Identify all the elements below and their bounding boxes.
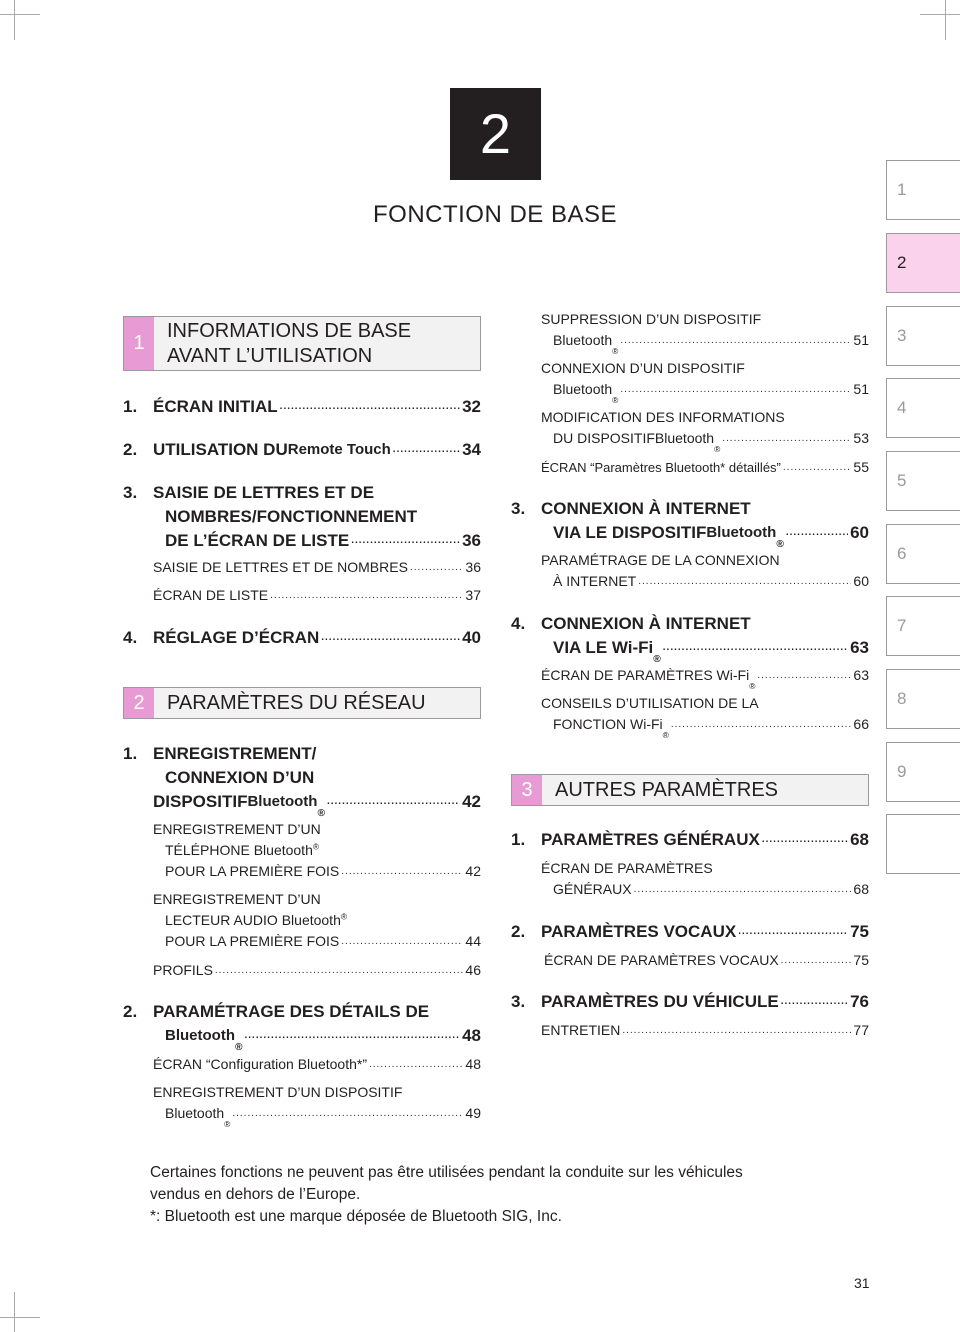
toc-subentry[interactable]: ÉCRAN DE LISTE ..... 37 [153, 585, 481, 606]
tab-1[interactable]: 1 [886, 160, 960, 220]
section-number: 2 [124, 688, 154, 718]
toc-entry[interactable]: 4. RÉGLAGE D’ÉCRAN ..... 40 [123, 626, 481, 650]
toc-subentry[interactable]: ENTRETIEN ..... 77 [541, 1020, 869, 1041]
toc-subentry[interactable]: PROFILS ..... 46 [153, 960, 481, 981]
tab-6[interactable]: 6 [886, 524, 960, 584]
toc-entry[interactable]: 2. PARAMÉTRAGE DES DÉTAILS DE Bluetooth ® ..... 48 [123, 1000, 481, 1048]
toc-entry[interactable]: 2. PARAMÈTRES VOCAUX ..... 75 [511, 920, 869, 944]
toc-subentry[interactable]: ENREGISTREMENT D’UN DISPOSITIF Bluetooth ® ..... 49 [153, 1082, 481, 1124]
toc-subentry[interactable]: CONSEILS D’UTILISATION DE LA FONCTION Wi-Fi ® ..... 66 [541, 693, 869, 735]
toc-entry[interactable]: 1. PARAMÈTRES GÉNÉRAUX ..... 68 [511, 828, 869, 852]
tab-9[interactable]: 9 [886, 742, 960, 802]
crop-mark [14, 0, 15, 40]
crop-mark [0, 1317, 40, 1318]
toc-subentry[interactable]: ÉCRAN “Paramètres Bluetooth* détaillés” ..... 55 [541, 457, 869, 478]
chapter-number: 2 [450, 88, 541, 180]
toc-entry[interactable]: 3. SAISIE DE LETTRES ET DE NOMBRES/FONCTIONNEMENT DE L’ÉCRAN DE LISTE ..... 36 [123, 481, 481, 553]
toc-entry[interactable]: 4. CONNEXION À INTERNET VIA LE Wi-Fi ® ..... 63 [511, 612, 869, 660]
toc-subentry[interactable]: CONNEXION D’UN DISPOSITIF Bluetooth ® ..... 51 [541, 358, 869, 400]
toc-subentry[interactable]: ÉCRAN DE PARAMÈTRES GÉNÉRAUX ..... 68 [541, 858, 869, 900]
toc-entry[interactable]: 3. CONNEXION À INTERNET VIA LE DISPOSITIF Bluetooth ® ..... 60 [511, 497, 869, 545]
tab-3[interactable]: 3 [886, 306, 960, 366]
toc-subentry[interactable]: ENREGISTREMENT D’UN LECTEUR AUDIO Bluetooth® POUR LA PREMIÈRE FOIS ..... 44 [153, 889, 481, 952]
section-number: 3 [512, 775, 542, 805]
crop-mark [920, 14, 960, 15]
toc-subentry[interactable]: ÉCRAN “Configuration Bluetooth*” ..... 48 [153, 1054, 481, 1075]
toc-subentry[interactable]: ENREGISTREMENT D’UN TÉLÉPHONE Bluetooth® POUR LA PREMIÈRE FOIS ..... 42 [153, 819, 481, 882]
footer-notice: Certaines fonctions ne peuvent pas être utilisées pendant la conduite sur les véhicules vendus en dehors de l’Europe. *: Bluetooth est une marque déposée de Bluetooth SIG, Inc. [150, 1164, 743, 1225]
chapter-title: FONCTION DE BASE [372, 201, 618, 228]
toc-subentry[interactable]: ÉCRAN DE PARAMÈTRES VOCAUX ..... 75 [544, 950, 869, 971]
page-number: 31 [854, 1275, 870, 1291]
section-header-1 [123, 316, 481, 371]
tab-blank[interactable] [886, 814, 960, 874]
tab-8[interactable]: 8 [886, 669, 960, 729]
section-header-2 [123, 687, 481, 719]
tab-4[interactable]: 4 [886, 378, 960, 438]
tab-2[interactable]: 2 [886, 233, 960, 293]
section-number: 1 [124, 317, 154, 370]
section-title: AUTRES PARAMÈTRES [555, 778, 778, 801]
toc-subentry[interactable]: MODIFICATION DES INFORMATIONS DU DISPOSITIF Bluetooth ® ..... 53 [541, 407, 869, 449]
toc-entry[interactable]: 1. ENREGISTREMENT/ CONNEXION D’UN DISPOSITIF Bluetooth ® ..... 42 [123, 742, 481, 814]
section-title: PARAMÈTRES DU RÉSEAU [167, 691, 426, 714]
toc-entry[interactable]: 2. UTILISATION DU Remote Touch ..... 34 [123, 438, 481, 462]
crop-mark [945, 0, 946, 40]
crop-mark [14, 1292, 15, 1332]
toc-subentry[interactable]: ÉCRAN DE PARAMÈTRES Wi-Fi ® ..... 63 [541, 665, 869, 686]
section-header-3 [511, 774, 869, 806]
toc-subentry[interactable]: SAISIE DE LETTRES ET DE NOMBRES ..... 36 [153, 557, 481, 578]
tab-5[interactable]: 5 [886, 451, 960, 511]
toc-subentry[interactable]: PARAMÉTRAGE DE LA CONNEXION À INTERNET ..... 60 [541, 550, 869, 592]
toc-entry[interactable]: 1. ÉCRAN INITIAL ..... 32 [123, 395, 481, 419]
section-title: INFORMATIONS DE BASE AVANT L’UTILISATION [167, 319, 412, 367]
toc-subentry[interactable]: SUPPRESSION D’UN DISPOSITIF Bluetooth ® ..... 51 [541, 309, 869, 351]
toc-entry[interactable]: 3. PARAMÈTRES DU VÉHICULE ..... 76 [511, 990, 869, 1014]
tab-7[interactable]: 7 [886, 596, 960, 656]
crop-mark [0, 14, 40, 15]
